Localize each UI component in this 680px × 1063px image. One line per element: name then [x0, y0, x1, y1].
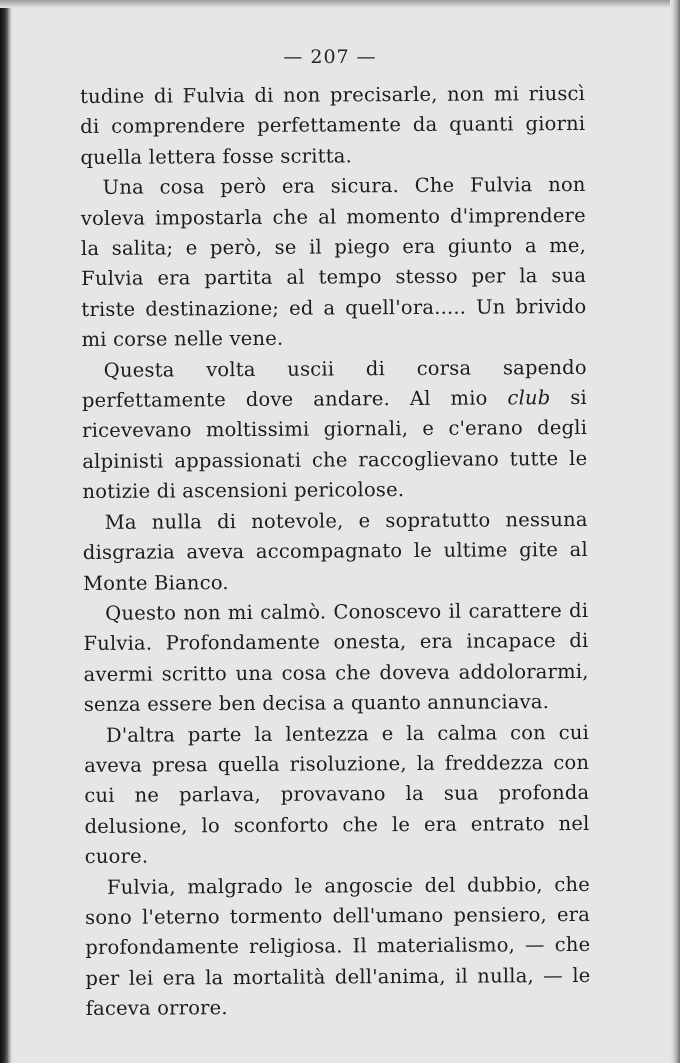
paragraph-text: tudine di Fulvia di non precisarle, non mi riuscì di comprendere perfettamente da quanti giorni quella lettera fosse scritta.: [80, 81, 586, 169]
paragraph: [84, 717, 590, 872]
paragraph: [83, 505, 589, 599]
paragraph-text: Ma nulla di notevole, e sopratutto nessuna disgrazia aveva accompagnato le ultime gite al Monte Bianco.: [82, 507, 588, 595]
paragraph-text: D'altra parte la lentezza e la calma con cui aveva presa quella risoluzione, la freddezza con cui ne parlava, provavano la sua profonda delusione, lo sconforto che le era entrato nel cuore.: [84, 720, 590, 869]
body-text: [80, 79, 591, 1025]
paragraph-text: Questo non mi calmò. Conoscevo il carattere di Fulvia. Profondamente onesta, era incapace di avermi scritto una cosa che doveva addolorarmi, senza essere ben decisa a quanto annunciava.: [83, 598, 589, 717]
paragraph: [80, 79, 586, 173]
paragraph-text: Fulvia, malgrado le angoscie del dubbio, che sono l'eterno tormento dell'umano pensiero, era profondamente religiosa. Il materialismo, — che per lei era la mortalità dell'anima, il nulla, — le faceva orrore.: [85, 872, 591, 1021]
right-page-edge: [670, 0, 680, 1063]
paragraph-text: si ricevevano moltissimi giornali, e c'erano degli alpinisti appassionati che raccoglievano tutte le notizie di ascensioni pericolose.: [82, 385, 588, 504]
binding-edge: [0, 0, 12, 1063]
paragraph: [82, 353, 588, 508]
paragraph: [81, 170, 587, 356]
top-shade: [0, 0, 680, 8]
page-number: — 207 —: [283, 46, 377, 68]
italic-word: club: [507, 386, 551, 410]
paragraph: [83, 596, 589, 721]
paragraph: [85, 869, 591, 1024]
paragraph-text: Questa volta uscii di corsa sapendo perfettamente dove andare. Al mio: [81, 355, 587, 413]
paragraph-text: Una cosa però era sicura. Che Fulvia non voleva impostarla che al momento d'imprendere la salita; e però, se il piego era giunto a me, Fulvia era partita al tempo stesso per la sua triste destinazione; ed a quell'ora..... Un brivido mi corse nelle vene.: [80, 173, 587, 352]
